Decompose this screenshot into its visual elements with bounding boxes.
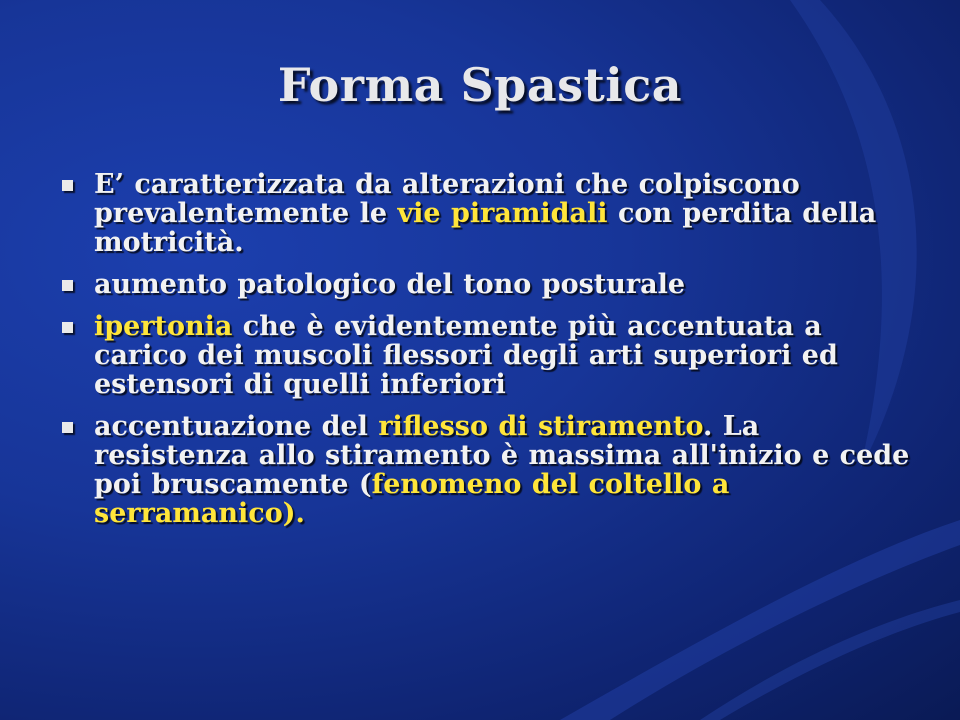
bullet-item: [58, 312, 918, 399]
bullet-highlight-segment: fenomeno del coltello a serramanico).: [94, 469, 730, 529]
bullet-text-segment: che è evidentemente più accentuata a carico dei muscoli flessori degli arti superiori ed estensori di quelli inferiori: [94, 311, 838, 400]
slide-title: Forma Spastica: [277, 58, 683, 112]
square-bullet-icon: [62, 422, 73, 433]
bullet-text-segment: E’ caratterizzata da alterazioni che colpiscono prevalentemente le: [94, 169, 800, 229]
bullet-item: [58, 170, 918, 257]
bullet-item: [58, 412, 918, 528]
bullet-highlight-segment: vie piramidali: [397, 198, 608, 229]
bullet-highlight-segment: riflesso di stiramento: [378, 411, 703, 442]
square-bullet-icon: [62, 280, 73, 291]
square-bullet-icon: [62, 180, 73, 191]
bullet-text-segment: accentuazione del: [94, 411, 379, 442]
bullet-list: [58, 170, 918, 541]
bullet-item: [58, 270, 918, 299]
bullet-text-segment: . La resistenza allo stiramento è massima all'inizio e cede poi bruscamente (: [94, 411, 910, 500]
bullet-text-segment: aumento patologico del tono posturale: [94, 269, 686, 300]
square-bullet-icon: [62, 322, 73, 333]
bullet-highlight-segment: ipertonia: [94, 311, 233, 342]
bullet-text-segment: con perdita della motricità.: [94, 198, 877, 258]
